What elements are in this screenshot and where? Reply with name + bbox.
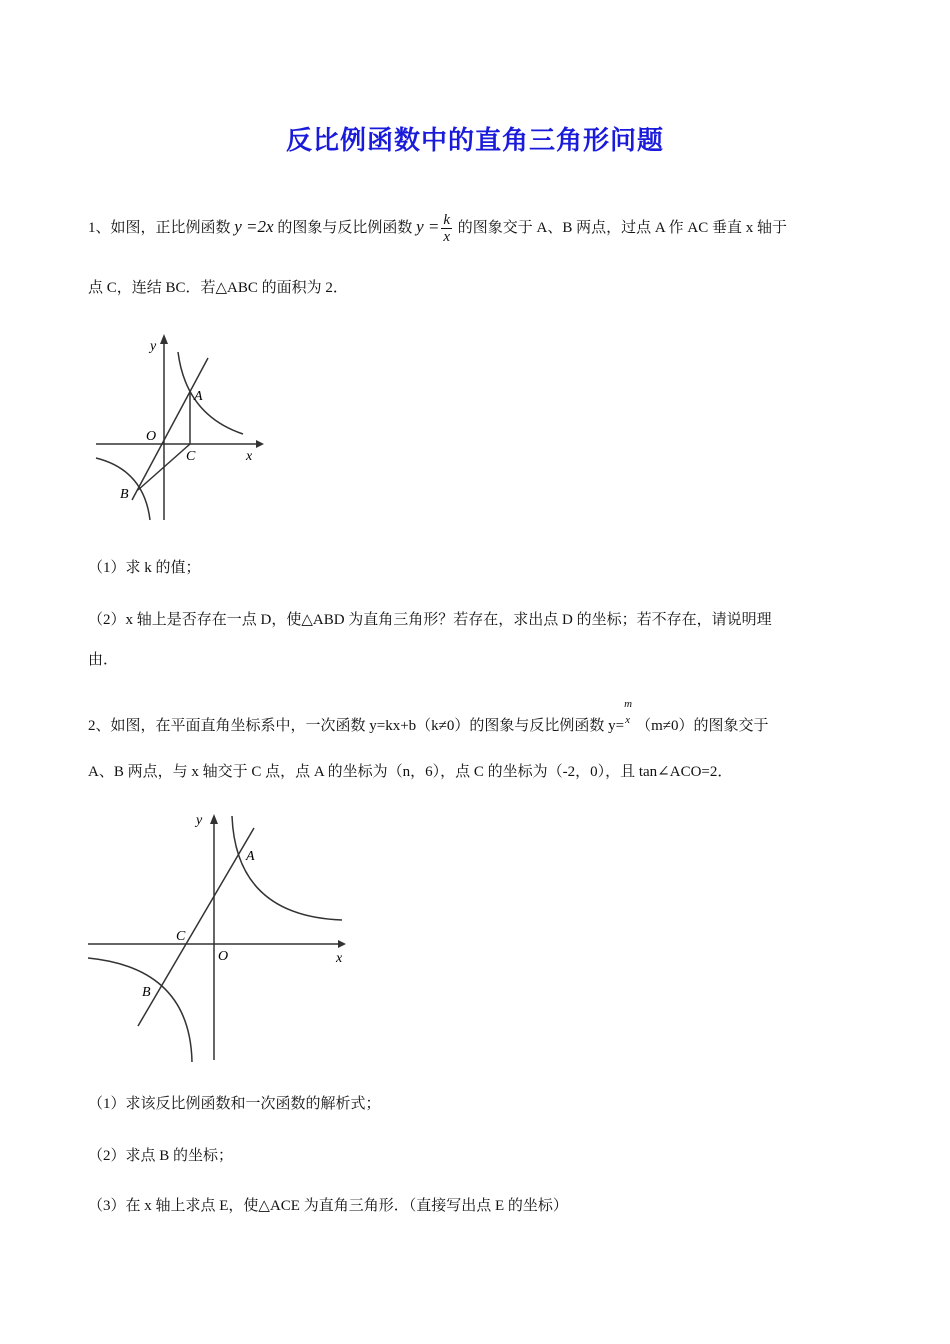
- problem2-statement-line2: A、B 两点，与 x 轴交于 C 点，点 A 的坐标为（n，6），点 C 的坐标为（-2，0），且 tan∠ACO=2．: [88, 764, 733, 780]
- equation-direct-proportion: y =2x: [234, 216, 274, 236]
- problem2-question3: （3）在 x 轴上求点 E，使△ACE 为直角三角形．（直接写出点 E 的坐标）: [88, 1198, 568, 1214]
- label-C: C: [186, 449, 196, 464]
- problem1-intro-b: 的图象与反比例函数: [277, 219, 413, 236]
- label-A: A: [194, 389, 203, 404]
- problem2-figure: [84, 808, 364, 1070]
- hyperbola-branch-1: [178, 352, 243, 434]
- problem1-statement-line1: [88, 212, 787, 245]
- problem1-question1: （1）求 k 的值；: [88, 560, 201, 576]
- label-x: x: [246, 449, 253, 464]
- fraction-m-over-x: [624, 698, 636, 736]
- problem1-statement-line2: 点 C，连结 BC．若△ABC 的面积为 2．: [88, 280, 348, 296]
- fraction-numerator: k: [443, 212, 451, 228]
- fraction-k-over-x: [441, 212, 452, 245]
- problem1-question2-line2: 由．: [88, 652, 119, 668]
- x-axis-arrow: [338, 940, 346, 948]
- label-y: y: [196, 813, 203, 828]
- page-title: 反比例函数中的直角三角形问题: [285, 126, 664, 156]
- fraction-denominator: x: [443, 229, 451, 245]
- y-axis-arrow: [160, 334, 168, 344]
- line-ACB: [138, 828, 254, 1026]
- line-y-equals-2x: [132, 358, 208, 500]
- fraction-denominator: x: [625, 714, 631, 726]
- equation-inverse-left: y =: [416, 216, 440, 236]
- x-axis-arrow: [256, 440, 264, 448]
- fraction-numerator: m: [624, 698, 633, 710]
- label-B: B: [142, 985, 151, 1000]
- problem2-question2: （2）求点 B 的坐标；: [88, 1148, 234, 1164]
- hyperbola-branch-1: [232, 816, 342, 920]
- problem1-figure: [88, 330, 268, 530]
- label-O: O: [218, 949, 229, 964]
- problem2-question1: （1）求该反比例函数和一次函数的解析式；: [88, 1096, 381, 1112]
- problem1-intro-c: 的图象交于 A、B 两点，过点 A 作 AC 垂直 x 轴于: [457, 219, 787, 236]
- label-x: x: [336, 951, 343, 966]
- hyperbola-branch-3: [88, 958, 192, 1062]
- label-A: A: [246, 849, 255, 864]
- problem2-intro-a: 2、如图，在平面直角坐标系中，一次函数 y=kx+b（k≠0）的图象与反比例函数 y=: [88, 718, 625, 734]
- label-y: y: [150, 339, 157, 354]
- label-B: B: [120, 487, 129, 502]
- label-O: O: [146, 429, 157, 444]
- y-axis-arrow: [210, 814, 218, 824]
- label-C: C: [176, 929, 186, 944]
- problem1-question2-line1: （2）x 轴上是否存在一点 D，使△ABD 为直角三角形？若存在，求出点 D 的坐标；若不存在，请说明理: [88, 612, 772, 628]
- problem1-intro-a: 1、如图，正比例函数: [88, 219, 231, 236]
- problem2-intro-b: （m≠0）的图象交于: [636, 718, 769, 734]
- problem2-statement-line1: [88, 698, 769, 736]
